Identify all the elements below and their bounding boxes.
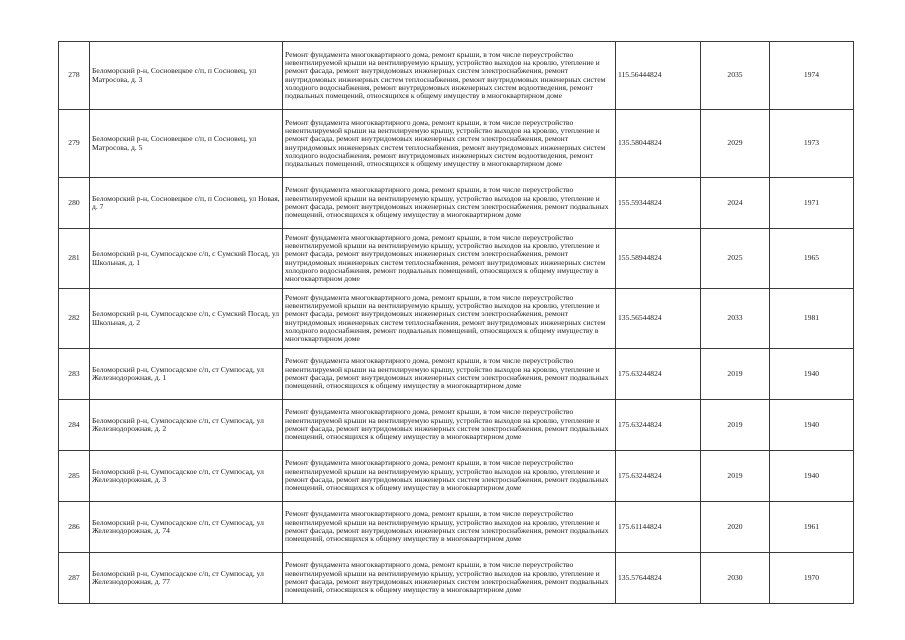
repair-cost: 155.59344824 [616,178,701,229]
house-address: Беломорский р-н, Сосновецкое с/п, п Сосновец, ул Матросова, д. 3 [90,42,283,110]
repair-cost: 175.63244824 [616,451,701,502]
repair-works: Ремонт фундамента многоквартирного дома, ремонт крыши, в том числе переустройство невентилируемой крыши на вентилируемую крышу, устройство выходов на кровлю, утепление и ремонт фасада, ремонт внутридомовых инженерных систем электроснабжения, ремонт внутридомовых инженерных систем теплоснабжения, ремонт внутридомовых инженерных систем холодного водоснабжения, ремонт внутридомовых инженерных систем водоотведения, ремонт подвальных помещений, относящихся к общему имуществу в многоквартирном доме [283,42,616,110]
table-row [59,451,854,502]
repair-cost: 155.58944824 [616,229,701,289]
planned-year: 2020 [701,502,770,553]
table-row [59,42,854,110]
house-address: Беломорский р-н, Сосновецкое с/п, п Сосновец, ул Новая, д. 7 [90,178,283,229]
construction-year: 1940 [770,400,854,451]
row-number: 280 [59,178,90,229]
planned-year: 2024 [701,178,770,229]
repair-works: Ремонт фундамента многоквартирного дома, ремонт крыши, в том числе переустройство невентилируемой крыши на вентилируемую крышу, устройство выходов на кровлю, утепление и ремонт фасада, ремонт внутридомовых инженерных систем электроснабжения, ремонт подвальных помещений, относящихся к общему имуществу в многоквартирном доме [283,178,616,229]
repair-cost: 135.57644824 [616,553,701,604]
repair-works: Ремонт фундамента многоквартирного дома, ремонт крыши, в том числе переустройство невентилируемой крыши на вентилируемую крышу, устройство выходов на кровлю, утепление и ремонт фасада, ремонт внутридомовых инженерных систем электроснабжения, ремонт подвальных помещений, относящихся к общему имуществу в многоквартирном доме [283,502,616,553]
repair-cost: 175.63244824 [616,400,701,451]
repair-works: Ремонт фундамента многоквартирного дома, ремонт крыши, в том числе переустройство невентилируемой крыши на вентилируемую крышу, устройство выходов на кровлю, утепление и ремонт фасада, ремонт внутридомовых инженерных систем электроснабжения, ремонт подвальных помещений, относящихся к общему имуществу в многоквартирном доме [283,451,616,502]
house-address: Беломорский р-н, Сумпосадское с/п, ст Сумпосад, ул Железнодорожная, д. 1 [90,349,283,400]
construction-year: 1973 [770,110,854,178]
planned-year: 2019 [701,400,770,451]
table-row [59,400,854,451]
repair-cost: 175.63244824 [616,349,701,400]
construction-year: 1965 [770,229,854,289]
repair-cost: 135.56544824 [616,289,701,349]
repair-works: Ремонт фундамента многоквартирного дома, ремонт крыши, в том числе переустройство невентилируемой крыши на вентилируемую крышу, устройство выходов на кровлю, утепление и ремонт фасада, ремонт внутридомовых инженерных систем электроснабжения, ремонт подвальных помещений, относящихся к общему имуществу в многоквартирном доме [283,400,616,451]
row-number: 286 [59,502,90,553]
row-number: 278 [59,42,90,110]
planned-year: 2019 [701,349,770,400]
planned-year: 2030 [701,553,770,604]
planned-year: 2035 [701,42,770,110]
repair-cost: 115.56444824 [616,42,701,110]
construction-year: 1940 [770,451,854,502]
planned-year: 2019 [701,451,770,502]
house-address: Беломорский р-н, Сумпосадское с/п, с Сумский Посад, ул Школьная, д. 2 [90,289,283,349]
construction-year: 1961 [770,502,854,553]
row-number: 281 [59,229,90,289]
planned-year: 2029 [701,110,770,178]
table-row [59,289,854,349]
construction-year: 1981 [770,289,854,349]
repair-works: Ремонт фундамента многоквартирного дома, ремонт крыши, в том числе переустройство невентилируемой крыши на вентилируемую крышу, устройство выходов на кровлю, утепление и ремонт фасада, ремонт внутридомовых инженерных систем электроснабжения, ремонт внутридомовых инженерных систем теплоснабжения, ремонт внутридомовых инженерных систем холодного водоснабжения, ремонт внутридомовых инженерных систем водоотведения, ремонт подвальных помещений, относящихся к общему имуществу в многоквартирном доме [283,110,616,178]
repair-works: Ремонт фундамента многоквартирного дома, ремонт крыши, в том числе переустройство невентилируемой крыши на вентилируемую крышу, устройство выходов на кровлю, утепление и ремонт фасада, ремонт внутридомовых инженерных систем электроснабжения, ремонт подвальных помещений, относящихся к общему имуществу в многоквартирном доме [283,349,616,400]
row-number: 287 [59,553,90,604]
table-row [59,553,854,604]
table-row [59,349,854,400]
construction-year: 1940 [770,349,854,400]
repair-cost: 175.61144824 [616,502,701,553]
row-number: 279 [59,110,90,178]
house-address: Беломорский р-н, Сумпосадское с/п, ст Сумпосад, ул Железнодорожная, д. 2 [90,400,283,451]
house-address: Беломорский р-н, Сумпосадское с/п, ст Сумпосад, ул Железнодорожная, д. 77 [90,553,283,604]
house-address: Беломорский р-н, Сосновецкое с/п, п Сосновец, ул Матросова, д. 5 [90,110,283,178]
repair-works: Ремонт фундамента многоквартирного дома, ремонт крыши, в том числе переустройство невентилируемой крыши на вентилируемую крышу, устройство выходов на кровлю, утепление и ремонт фасада, ремонт внутридомовых инженерных систем электроснабжения, ремонт внутридомовых инженерных систем теплоснабжения, ремонт внутридомовых инженерных систем холодного водоснабжения, ремонт подвальных помещений, относящихся к общему имуществу в многоквартирном доме [283,289,616,349]
repair-cost: 135.58044824 [616,110,701,178]
planned-year: 2025 [701,229,770,289]
row-number: 285 [59,451,90,502]
planned-year: 2033 [701,289,770,349]
repair-works: Ремонт фундамента многоквартирного дома, ремонт крыши, в том числе переустройство невентилируемой крыши на вентилируемую крышу, устройство выходов на кровлю, утепление и ремонт фасада, ремонт внутридомовых инженерных систем электроснабжения, ремонт внутридомовых инженерных систем теплоснабжения, ремонт внутридомовых инженерных систем холодного водоснабжения, ремонт подвальных помещений, относящихся к общему имуществу в многоквартирном доме [283,229,616,289]
construction-year: 1970 [770,553,854,604]
construction-year: 1971 [770,178,854,229]
repair-works: Ремонт фундамента многоквартирного дома, ремонт крыши, в том числе переустройство невентилируемой крыши на вентилируемую крышу, устройство выходов на кровлю, утепление и ремонт фасада, ремонт внутридомовых инженерных систем электроснабжения, ремонт подвальных помещений, относящихся к общему имуществу в многоквартирном доме [283,553,616,604]
table-row [59,178,854,229]
house-address: Беломорский р-н, Сумпосадское с/п, ст Сумпосад, ул Железнодорожная, д. 74 [90,502,283,553]
house-address: Беломорский р-н, Сумпосадское с/п, ст Сумпосад, ул Железнодорожная, д. 3 [90,451,283,502]
row-number: 283 [59,349,90,400]
table-row [59,229,854,289]
construction-year: 1974 [770,42,854,110]
table-row [59,502,854,553]
table-row [59,110,854,178]
row-number: 282 [59,289,90,349]
capital-repair-table [58,41,854,604]
row-number: 284 [59,400,90,451]
house-address: Беломорский р-н, Сумпосадское с/п, с Сумский Посад, ул Школьная, д. 1 [90,229,283,289]
